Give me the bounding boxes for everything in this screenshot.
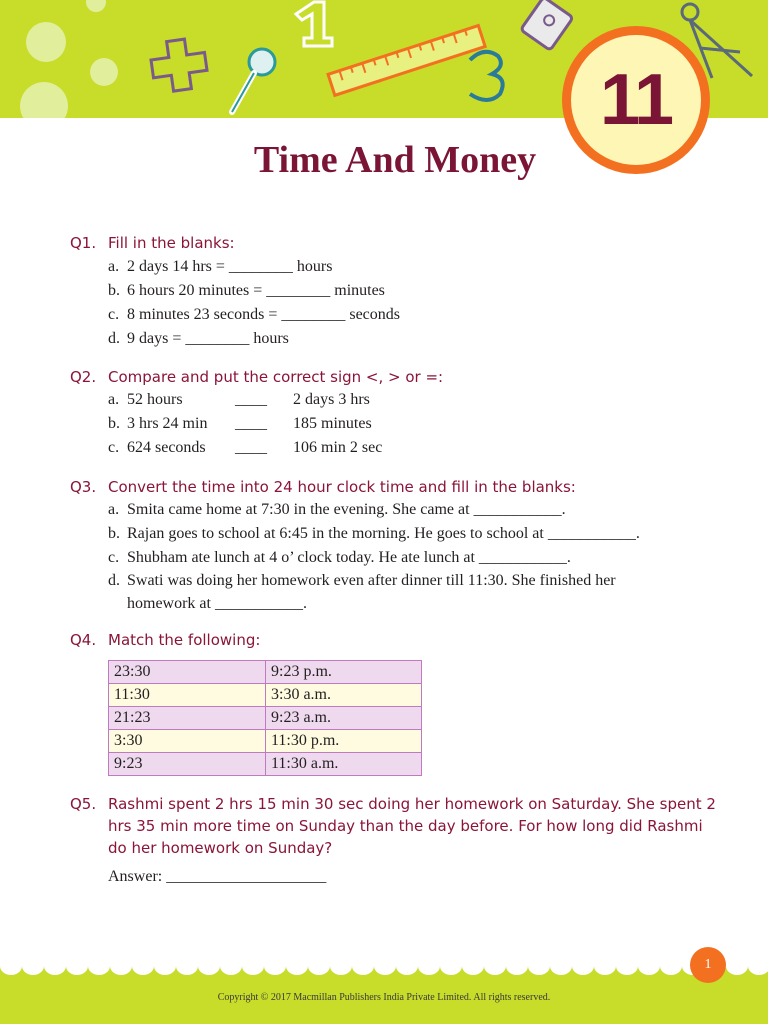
- compare-left: 52 hours: [127, 391, 183, 408]
- scallop: [286, 960, 308, 975]
- page-title: Time And Money: [253, 139, 537, 181]
- compare-right: 2 days 3 hrs: [293, 391, 370, 408]
- scallop: [176, 960, 198, 975]
- question-1-heading: [70, 234, 235, 252]
- table-cell: 11:30: [109, 684, 266, 707]
- table-cell: 11:30 a.m.: [266, 753, 422, 776]
- item-letter: c.: [108, 439, 120, 456]
- scallop: [44, 960, 66, 975]
- magnifier-icon: [232, 49, 275, 112]
- item-letter: a.: [108, 501, 120, 518]
- item-text: 6 hours 20 minutes = ________ minutes: [127, 282, 385, 299]
- question-3-heading: [70, 478, 576, 496]
- scallop-border: [0, 960, 768, 990]
- scallop: [550, 960, 572, 975]
- table-cell: 9:23: [109, 753, 266, 776]
- scallop: [506, 960, 528, 975]
- scallop: [352, 960, 374, 975]
- scallop: [616, 960, 638, 975]
- plus-icon: [149, 37, 209, 94]
- question-prompt: Compare and put the correct sign <, > or =:: [108, 368, 444, 386]
- table-row: [109, 661, 422, 684]
- item-letter: d.: [108, 572, 120, 589]
- list-item: [108, 258, 332, 276]
- item-text: 8 minutes 23 seconds = ________ seconds: [127, 306, 400, 323]
- item-text: Smita came home at 7:30 in the evening. She came at ___________.: [127, 501, 566, 518]
- question-2-heading: [70, 368, 443, 386]
- table-cell: 9:23 a.m.: [266, 707, 422, 730]
- item-letter: d.: [108, 330, 120, 347]
- list-item: [108, 306, 400, 324]
- question-number: Q4.: [70, 631, 97, 649]
- item-text: 2 days 14 hrs = ________ hours: [127, 258, 333, 275]
- item-letter: c.: [108, 306, 120, 323]
- question-text: Rashmi spent 2 hrs 15 min 30 sec doing her homework on Saturday. She spent 2: [108, 795, 716, 813]
- scallop: [22, 960, 44, 975]
- list-item: [108, 330, 289, 348]
- item-letter: b.: [108, 282, 120, 299]
- table-cell: 23:30: [109, 661, 266, 684]
- table-row: [109, 730, 422, 753]
- scallop: [748, 960, 768, 975]
- copyright-text: Copyright © 2017 Macmillan Publishers India Private Limited. All rights reserved.: [217, 992, 551, 1003]
- scallop: [242, 960, 264, 975]
- table-cell: 3:30: [109, 730, 266, 753]
- scallop: [308, 960, 330, 975]
- question-prompt: Convert the time into 24 hour clock time and fill in the blanks:: [108, 478, 576, 496]
- number-three-icon: [470, 52, 503, 100]
- table-row: [109, 753, 422, 776]
- item-text: 9 days = ________ hours: [127, 330, 289, 347]
- question-number: Q2.: [70, 368, 97, 386]
- compare-right: 106 min 2 sec: [293, 439, 383, 456]
- item-text: Shubham ate lunch at 4 o’ clock today. He ate lunch at ___________.: [127, 549, 571, 566]
- scallop: [330, 960, 352, 975]
- scallop: [88, 960, 110, 975]
- list-item: [108, 549, 571, 567]
- table-row: [109, 707, 422, 730]
- item-letter: a.: [108, 391, 120, 408]
- match-table: [108, 660, 422, 776]
- compare-right: 185 minutes: [293, 415, 372, 432]
- list-item: [108, 501, 566, 519]
- chapter-number: 11: [599, 60, 673, 140]
- table-row: [109, 684, 422, 707]
- scallop: [726, 960, 748, 975]
- table-cell: 11:30 p.m.: [266, 730, 422, 753]
- scallop: [528, 960, 550, 975]
- scallop: [0, 960, 22, 975]
- scallop: [220, 960, 242, 975]
- list-item: [108, 525, 640, 543]
- table-cell: 3:30 a.m.: [266, 684, 422, 707]
- scallop: [462, 960, 484, 975]
- answer-line: Answer: ____________________: [108, 868, 327, 885]
- scallop: [396, 960, 418, 975]
- list-item: [108, 282, 385, 300]
- question-5-line: do her homework on Sunday?: [108, 839, 333, 857]
- compare-blank: ____: [235, 415, 267, 432]
- item-letter: b.: [108, 525, 120, 542]
- scallop: [264, 960, 286, 975]
- scallop: [594, 960, 616, 975]
- item-letter: c.: [108, 549, 120, 566]
- item-letter: b.: [108, 415, 120, 432]
- scallop: [440, 960, 462, 975]
- question-prompt: Match the following:: [108, 631, 261, 649]
- item-text: Rajan goes to school at 6:45 in the morning. He goes to school at ___________.: [127, 525, 640, 542]
- item-text: Swati was doing her homework even after dinner till 11:30. She finished her: [127, 572, 616, 589]
- number-one-icon: [296, 2, 332, 46]
- ruler-icon: [328, 26, 485, 96]
- question-number: Q1.: [70, 234, 97, 252]
- question-number: Q5.: [70, 795, 97, 813]
- table-cell: 21:23: [109, 707, 266, 730]
- scallop: [572, 960, 594, 975]
- scallop: [66, 960, 88, 975]
- question-number: Q3.: [70, 478, 97, 496]
- scallop: [418, 960, 440, 975]
- scallop: [132, 960, 154, 975]
- sharpener-icon: [521, 0, 573, 50]
- list-item-continuation: [108, 595, 307, 613]
- list-item: [108, 572, 616, 590]
- compare-blank: ____: [235, 439, 267, 456]
- question-5-line: hrs 35 min more time on Sunday than the day before. For how long did Rashmi: [108, 817, 703, 835]
- compare-blank: ____: [235, 391, 267, 408]
- scallop: [484, 960, 506, 975]
- scallop: [638, 960, 660, 975]
- scallop: [660, 960, 682, 975]
- question-5-heading: [70, 795, 716, 813]
- question-4-heading: [70, 631, 260, 649]
- compare-left: 624 seconds: [127, 439, 206, 456]
- item-text: homework at ___________.: [127, 595, 307, 612]
- table-cell: 9:23 p.m.: [266, 661, 422, 684]
- item-letter: a.: [108, 258, 120, 275]
- scallop: [374, 960, 396, 975]
- question-prompt: Fill in the blanks:: [108, 234, 235, 252]
- scallop: [110, 960, 132, 975]
- compare-left: 3 hrs 24 min: [127, 415, 208, 432]
- scallop: [154, 960, 176, 975]
- page-number: 1: [690, 947, 726, 983]
- bubble-icon: [20, 0, 118, 118]
- scallop: [198, 960, 220, 975]
